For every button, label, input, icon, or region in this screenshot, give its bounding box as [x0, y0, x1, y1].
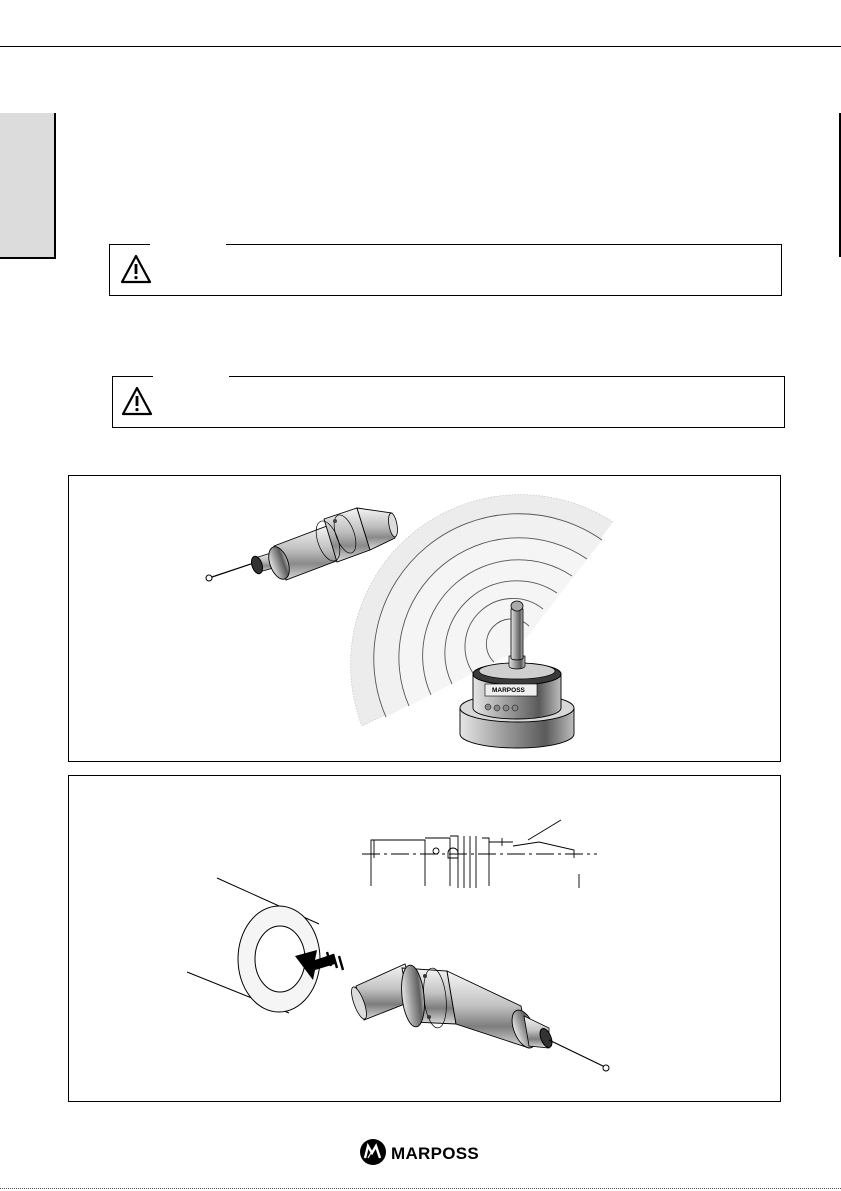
touch-probe: [348, 964, 609, 1071]
figure-probe-transmission: [68, 475, 781, 762]
receiver-brand-label: MARPOSS: [492, 687, 525, 694]
marposs-logo-icon: [359, 1138, 387, 1166]
touch-probe: [206, 508, 399, 582]
warning-triangle-icon: [120, 254, 152, 284]
figure-probe-insertion: [68, 775, 781, 1102]
logo-wordmark: MARPOSS: [391, 1144, 480, 1163]
tool-holder-cylinder: [187, 878, 320, 1013]
probe-side-view-drawing: [362, 820, 597, 888]
footer-trim-line: [0, 1188, 841, 1190]
chapter-side-tab: [0, 113, 56, 259]
probe-transmission-illustration: [69, 476, 780, 761]
warning-triangle-icon: [121, 386, 153, 416]
warning-box-1: [109, 244, 782, 296]
marposs-logo: [359, 1138, 483, 1168]
probe-insertion-illustration: [69, 776, 780, 1101]
header-rule: [0, 46, 841, 47]
warning-box-2: [112, 376, 785, 428]
